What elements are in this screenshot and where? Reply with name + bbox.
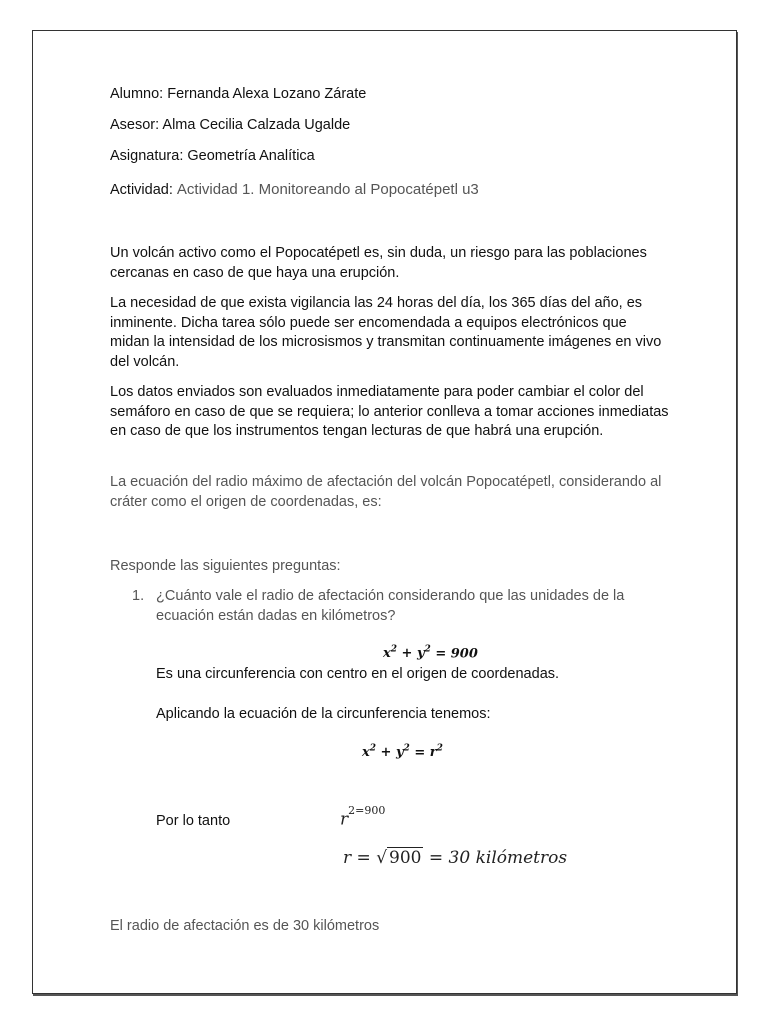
equation-circle: $x^2 + y^2 = 900$: [383, 645, 478, 662]
activity-name: Actividad 1. Monitoreando al Popocatépetl u3: [176, 181, 479, 198]
subject-name: Geometría Analítica: [187, 148, 315, 164]
advisor-label: Asesor:: [110, 117, 160, 133]
paragraph-vigilance: La necesidad de que exista vigilancia las 24 horas del día, los 365 días del año, es inminente. Dicha tarea sólo puede ser encomendada a equipos electrónicos que midan la intensidad de los microsismos y transmitan continuamente imágenes en vivo del volcán.: [110, 295, 662, 370]
r-squared-exponent: 2=900: [348, 804, 386, 817]
conclusion: El radio de afectación es de 30 kilómetros: [110, 918, 380, 934]
activity-line: [110, 180, 479, 201]
advisor-name: Alma Cecilia Calzada Ugalde: [162, 117, 351, 133]
paragraph-equation-intro: La ecuación del radio máximo de afectación del volcán Popocatépetl, considerando al cráter como el origen de coordenadas, es:: [110, 474, 662, 510]
square-root: √ 900: [376, 848, 422, 868]
equation-circle-rhs: = 900: [435, 646, 478, 662]
student-line: [110, 85, 366, 105]
apply-description: Aplicando la ecuación de la circunferencia tenemos:: [156, 706, 491, 722]
questions-intro: Responde las siguientes preguntas:: [110, 558, 341, 574]
student-name: Fernanda Alexa Lozano Zárate: [167, 86, 367, 102]
activity-label: Actividad:: [110, 182, 173, 198]
radius-result: r = √ 900 = 30 kilómetros: [343, 848, 568, 868]
subject-line: [110, 147, 315, 167]
advisor-line: [110, 116, 350, 136]
r-squared-expression: $r^{2=900}$: [340, 804, 386, 830]
equation-general-eq: =: [414, 745, 426, 761]
equation-general: $x^2 + y^2 = r^2$: [362, 744, 443, 761]
subject-label: Asignatura:: [110, 148, 184, 164]
radicand: 900: [389, 848, 422, 868]
student-label: Alumno:: [110, 86, 164, 102]
paragraph-intro: Un volcán activo como el Popocatépetl es, sin duda, un riesgo para las poblaciones cercanas en caso de que haya una erupción.: [110, 245, 647, 281]
radius-value: = 30 kilómetros: [428, 848, 568, 868]
therefore-label: Por lo tanto: [156, 813, 231, 829]
question-text: ¿Cuánto vale el radio de afectación considerando que las unidades de la ecuación están dadas en kilómetros?: [156, 588, 625, 624]
paragraph-data: Los datos enviados son evaluados inmediatamente para poder cambiar el color del semáforo en caso de que se requiera; lo anterior conlleva a tomar acciones inmediatas en caso de que los instrumentos tengan lecturas de que habrá una erupción.: [110, 384, 669, 439]
circle-description: Es una circunferencia con centro en el origen de coordenadas.: [156, 666, 560, 682]
question-number: 1.: [132, 588, 145, 604]
